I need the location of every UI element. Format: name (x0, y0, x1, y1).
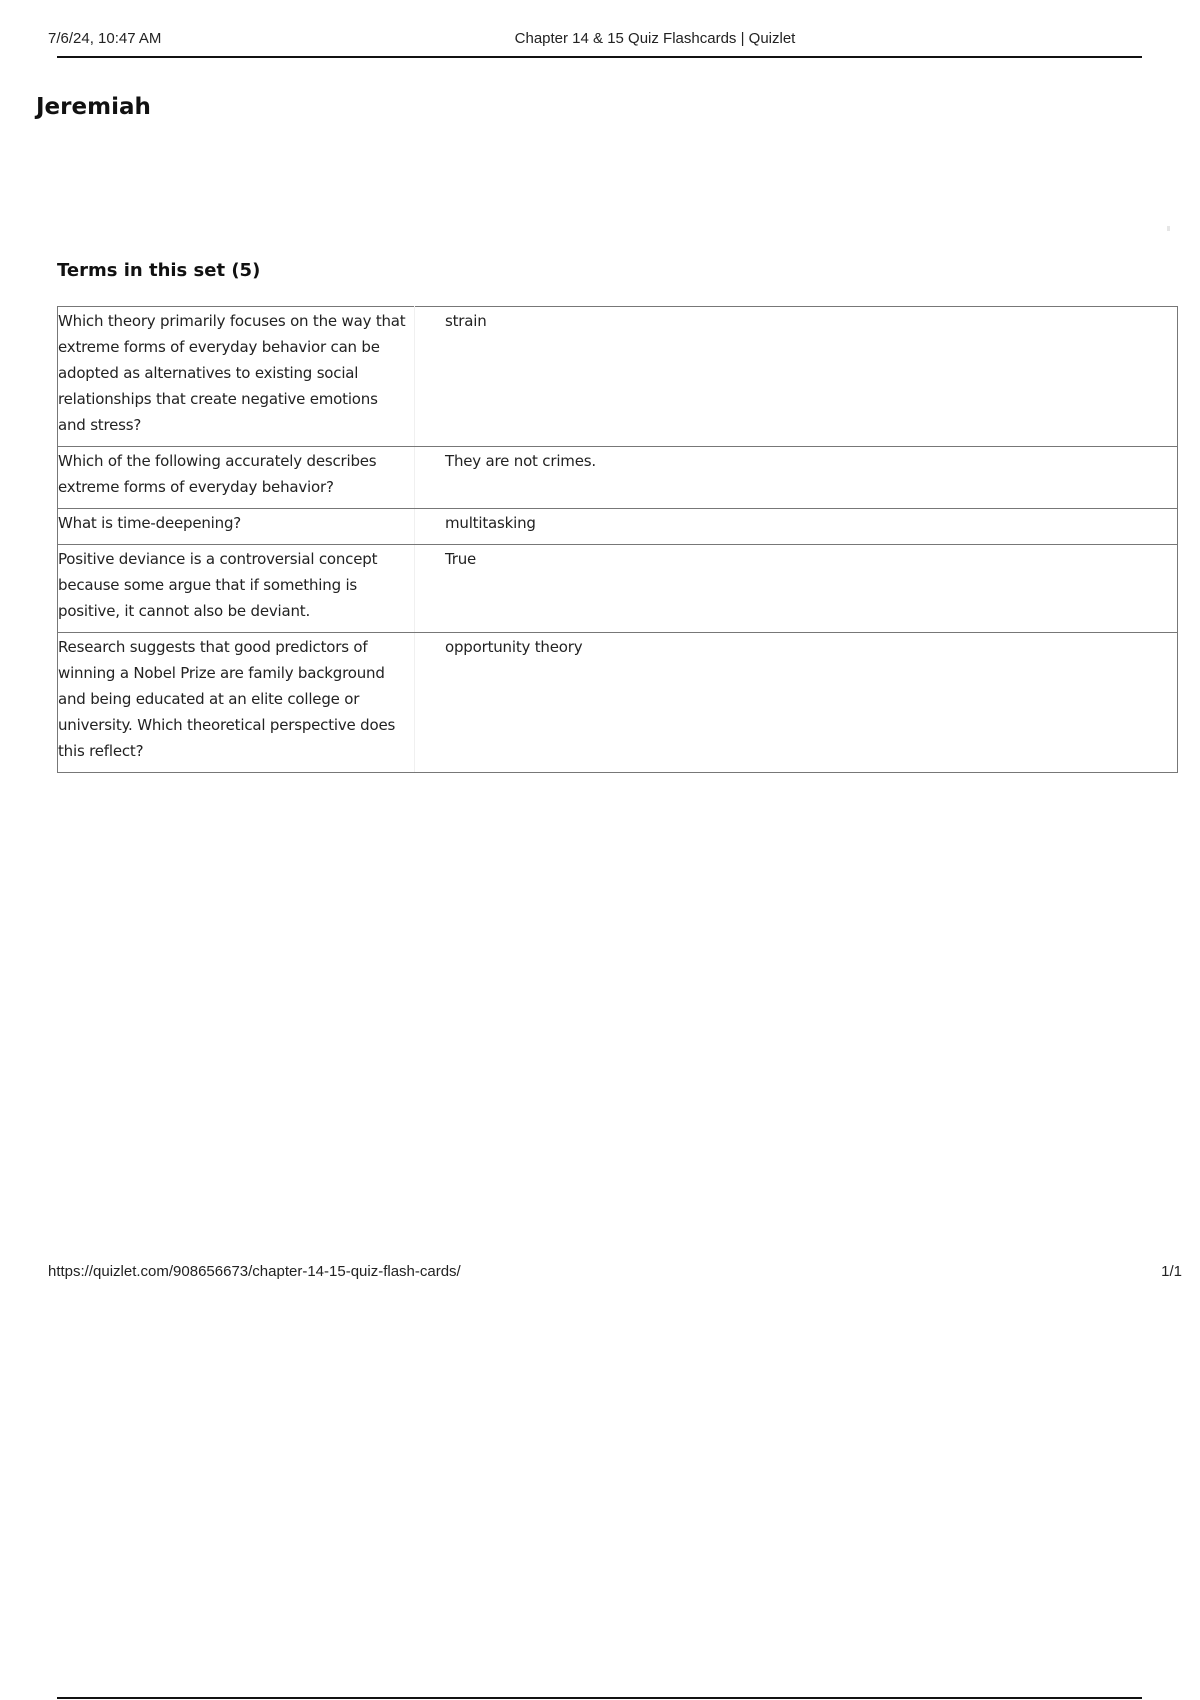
print-page-title: Chapter 14 & 15 Quiz Flashcards | Quizlet (514, 30, 796, 47)
definition-cell: opportunity theory (415, 633, 1178, 773)
table-row (58, 545, 1178, 633)
definition-cell: strain (415, 307, 1178, 447)
term-cell: Research suggests that good predictors of winning a Nobel Prize are family background and being educated at an elite college or university. Which theoretical perspective does this reflect? (58, 633, 415, 773)
print-header (48, 30, 1142, 48)
definition-cell: True (415, 545, 1178, 633)
bottom-divider (57, 1697, 1142, 1699)
definition-cell: multitasking (415, 509, 1178, 545)
print-footer (48, 1263, 1182, 1281)
definition-cell: They are not crimes. (415, 447, 1178, 509)
term-cell: What is time-deepening? (58, 509, 415, 545)
terms-table (57, 306, 1178, 773)
header-divider (57, 56, 1142, 58)
term-cell: Which theory primarily focuses on the way that extreme forms of everyday behavior can be adopted as alternatives to existing social relationships that create negative emotions and stress? (58, 307, 415, 447)
page-url: https://quizlet.com/908656673/chapter-14-15-quiz-flash-cards/ (48, 1263, 461, 1280)
decorative-mark (1167, 226, 1170, 231)
print-datetime: 7/6/24, 10:47 AM (48, 30, 162, 47)
term-cell: Which of the following accurately describes extreme forms of everyday behavior? (58, 447, 415, 509)
page-number: 1/1 (1161, 1263, 1182, 1280)
table-row (58, 633, 1178, 773)
table-row (58, 307, 1178, 447)
table-row (58, 509, 1178, 545)
terms-heading: Terms in this set (5) (57, 260, 261, 281)
user-name: Jeremiah (36, 94, 151, 120)
table-row (58, 447, 1178, 509)
term-cell: Positive deviance is a controversial concept because some argue that if something is positive, it cannot also be deviant. (58, 545, 415, 633)
